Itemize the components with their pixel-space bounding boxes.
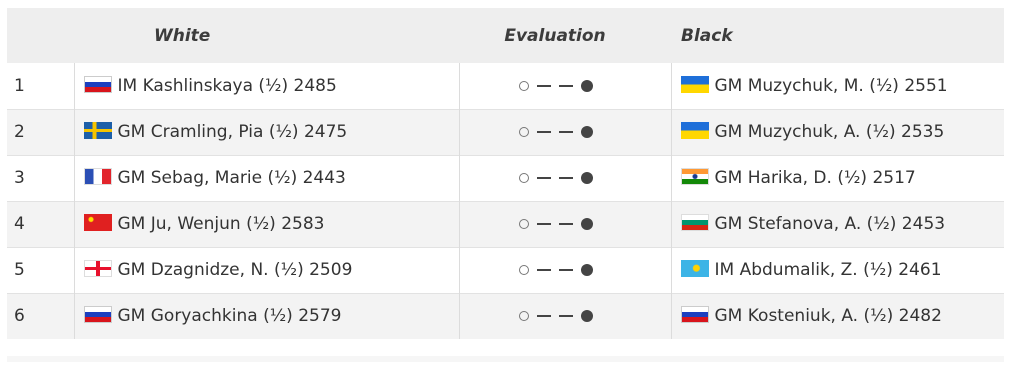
dash-icon	[559, 85, 573, 87]
ukraine-flag-icon	[681, 122, 709, 139]
table-row[interactable]	[7, 293, 1004, 339]
board-number: 2	[7, 109, 74, 155]
white-circle-icon	[519, 173, 529, 183]
dash-icon	[559, 223, 573, 225]
board-number: 6	[7, 293, 74, 339]
black-header[interactable]: Black	[681, 25, 733, 46]
black-player-name[interactable]: GM Muzychuk, A. (½) 2535	[714, 122, 945, 142]
white-circle-icon	[519, 265, 529, 275]
table-row[interactable]	[7, 201, 1004, 247]
black-player-name[interactable]: GM Muzychuk, M. (½) 2551	[714, 75, 948, 96]
board-number: 1	[7, 63, 74, 109]
table-header-row	[7, 8, 1004, 63]
evaluation-cell	[459, 63, 671, 109]
evaluation-cell	[459, 201, 671, 247]
white-circle-icon	[519, 311, 529, 321]
georgia-flag-icon	[84, 260, 112, 277]
russia-flag-icon	[84, 76, 112, 93]
black-player-cell[interactable]	[671, 293, 1004, 339]
kazakhstan-flag-icon	[681, 260, 709, 277]
white-player-name[interactable]: GM Goryachkina (½) 2579	[117, 306, 342, 327]
white-circle-icon	[519, 81, 529, 91]
table-row[interactable]	[7, 247, 1004, 293]
dash-icon	[559, 269, 573, 271]
black-player-cell[interactable]	[671, 109, 1004, 155]
dash-icon	[559, 131, 573, 133]
black-player-name[interactable]: GM Kosteniuk, A. (½) 2482	[714, 306, 942, 327]
table-footer-strip	[7, 356, 1004, 362]
black-player-cell[interactable]	[671, 247, 1004, 293]
dash-icon	[537, 269, 551, 271]
white-player-cell[interactable]	[74, 293, 459, 339]
table-row[interactable]	[7, 109, 1004, 155]
russia-flag-icon	[681, 306, 709, 323]
black-circle-icon	[581, 310, 593, 322]
black-player-cell[interactable]	[671, 63, 1004, 109]
pairings-table	[7, 8, 1004, 339]
dash-icon	[537, 315, 551, 317]
white-circle-icon	[519, 127, 529, 137]
black-circle-icon	[581, 126, 593, 138]
black-player-name[interactable]: GM Stefanova, A. (½) 2453	[714, 214, 946, 234]
white-player-cell[interactable]	[74, 155, 459, 201]
white-player-cell[interactable]	[74, 109, 459, 155]
white-player-cell[interactable]	[74, 201, 459, 247]
dash-icon	[537, 177, 551, 179]
evaluation-cell	[459, 109, 671, 155]
evaluation-cell	[459, 293, 671, 339]
france-flag-icon	[84, 168, 112, 185]
dash-icon	[537, 85, 551, 87]
sweden-flag-icon	[84, 122, 112, 139]
ukraine-flag-icon	[681, 76, 709, 93]
board-number: 5	[7, 247, 74, 293]
white-circle-icon	[519, 219, 529, 229]
india-flag-icon	[681, 168, 709, 185]
evaluation-cell	[459, 155, 671, 201]
white-header[interactable]: White	[154, 25, 211, 46]
black-circle-icon	[581, 80, 593, 92]
bulgaria-flag-icon	[681, 214, 709, 231]
black-circle-icon	[581, 172, 593, 184]
board-number: 4	[7, 201, 74, 247]
board-header	[7, 8, 74, 63]
black-circle-icon	[581, 264, 593, 276]
white-player-cell[interactable]	[74, 247, 459, 293]
black-player-cell[interactable]	[671, 201, 1004, 247]
russia-flag-icon	[84, 306, 112, 323]
board-number: 3	[7, 155, 74, 201]
white-player-cell[interactable]	[74, 63, 459, 109]
white-player-name[interactable]: GM Sebag, Marie (½) 2443	[117, 168, 346, 188]
table-row[interactable]	[7, 155, 1004, 201]
dash-icon	[559, 315, 573, 317]
black-circle-icon	[581, 218, 593, 230]
evaluation-header[interactable]: Evaluation	[504, 25, 606, 46]
dash-icon	[559, 177, 573, 179]
white-player-name[interactable]: GM Cramling, Pia (½) 2475	[117, 122, 348, 142]
china-flag-icon	[84, 214, 112, 231]
white-player-name[interactable]: GM Dzagnidze, N. (½) 2509	[117, 260, 353, 280]
black-player-cell[interactable]	[671, 155, 1004, 201]
table-row[interactable]	[7, 63, 1004, 109]
dash-icon	[537, 131, 551, 133]
evaluation-cell	[459, 247, 671, 293]
white-player-name[interactable]: GM Ju, Wenjun (½) 2583	[117, 214, 325, 234]
dash-icon	[537, 223, 551, 225]
black-player-name[interactable]: GM Harika, D. (½) 2517	[714, 168, 916, 188]
pairings-table-container	[7, 8, 1004, 339]
black-player-name[interactable]: IM Abdumalik, Z. (½) 2461	[714, 260, 942, 280]
white-player-name[interactable]: IM Kashlinskaya (½) 2485	[117, 75, 337, 96]
